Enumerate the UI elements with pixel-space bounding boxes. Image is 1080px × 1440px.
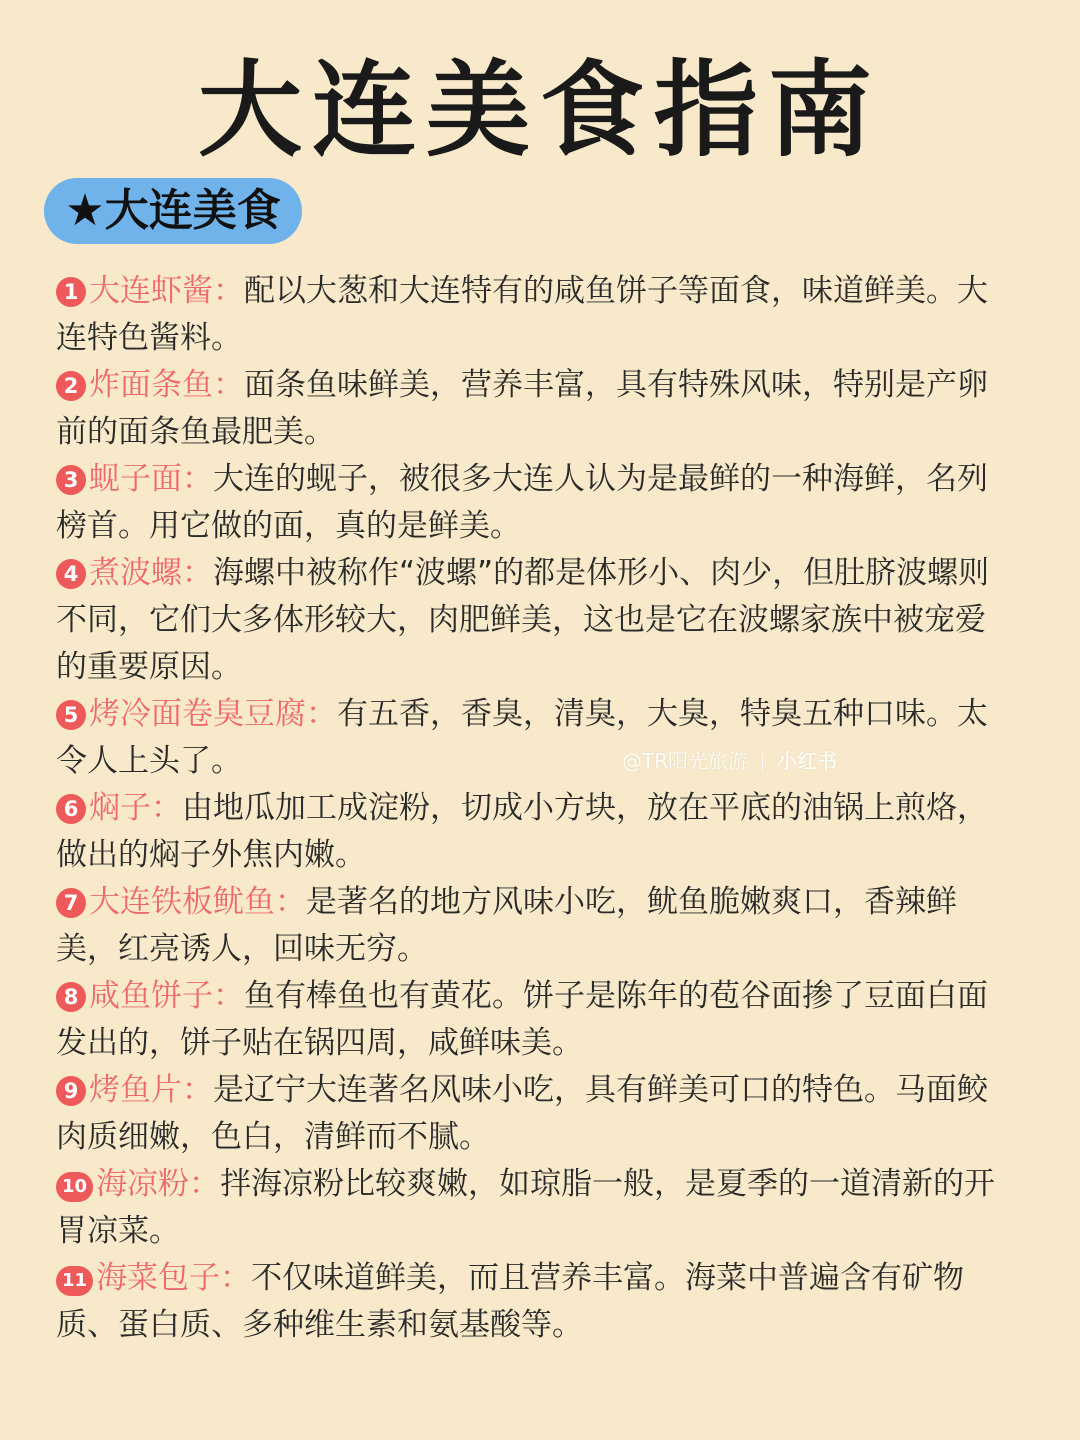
item-description: 由地瓜加工成淀粉，切成小方块，放在平底的油锅上煎烙，做出的焖子外焦内嫩。 [56,790,988,873]
item-name: 咸鱼饼子： [89,978,244,1014]
list-item [56,268,1016,362]
item-name: 焖子： [89,790,182,826]
item-name: 烤冷面卷臭豆腐： [89,696,337,732]
item-number-badge: 8 [56,982,86,1012]
item-number-badge: 11 [56,1266,93,1296]
list-item [56,691,1016,785]
watermark-user: @TR阳光旅游 [622,749,749,773]
list-item [56,550,1016,691]
food-list [56,268,1016,1349]
item-number-badge: 6 [56,794,86,824]
item-name: 煮波螺： [89,555,213,591]
list-item [56,362,1016,456]
item-name: 海菜包子： [96,1260,252,1296]
item-number-badge: 5 [56,700,86,730]
item-name: 海凉粉： [96,1166,221,1202]
list-item [56,1161,1016,1255]
item-description: 拌海凉粉比较爽嫩，如琼脂一般，是夏季的一道清新的开胃凉菜。 [56,1166,996,1249]
item-number-badge: 2 [56,371,86,401]
list-item [56,1255,1016,1349]
item-name: 大连虾酱： [89,273,244,309]
page-title: 大连美食指南 [197,49,882,171]
list-item [56,973,1016,1067]
item-name: 大连铁板鱿鱼： [89,884,306,920]
item-description: 有五香，香臭，清臭，大臭，特臭五种口味。太令人上头了。 [56,696,988,779]
item-name: 炸面条鱼： [89,367,244,403]
item-description: 鱼有棒鱼也有黄花。饼子是陈年的苞谷面掺了豆面白面发出的，饼子贴在锅四周，咸鲜味美。 [56,978,988,1061]
section-badge: ★大连美食 [44,178,302,244]
xiaohongshu-logo: 小红书 [777,749,838,773]
item-number-badge: 10 [56,1172,93,1202]
item-number-badge: 9 [56,1076,86,1106]
item-description: 大连的蚬子，被很多大连人认为是最鲜的一种海鲜，名列榜首。用它做的面，真的是鲜美。 [56,461,988,544]
list-item [56,456,1016,550]
list-item [56,1067,1016,1161]
item-name: 蚬子面： [89,461,213,497]
item-description: 海螺中被称作“波螺”的都是体形小、肉少，但肚脐波螺则不同，它们大多体形较大，肉肥鲜美，这也是它在波螺家族中被宠爱的重要原因。 [56,555,990,685]
item-number-badge: 1 [56,277,86,307]
item-description: 配以大葱和大连特有的咸鱼饼子等面食，味道鲜美。大连特色酱料。 [56,273,988,356]
item-number-badge: 4 [56,559,86,589]
item-description: 是著名的地方风味小吃，鱿鱼脆嫩爽口，香辣鲜美，红亮诱人，回味无穷。 [56,884,957,967]
item-name: 烤鱼片： [89,1072,213,1108]
item-number-badge: 3 [56,465,86,495]
list-item [56,785,1016,879]
watermark-divider [762,754,763,772]
item-description: 不仅味道鲜美，而且营养丰富。海菜中普遍含有矿物质、蛋白质、多种维生素和氨基酸等。 [56,1260,965,1343]
item-description: 面条鱼味鲜美，营养丰富，具有特殊风味，特别是产卵前的面条鱼最肥美。 [56,367,988,450]
list-item [56,879,1016,973]
item-description: 是辽宁大连著名风味小吃，具有鲜美可口的特色。马面鲛肉质细嫩，色白，清鲜而不腻。 [56,1072,988,1155]
watermark [622,746,837,776]
item-number-badge: 7 [56,888,86,918]
